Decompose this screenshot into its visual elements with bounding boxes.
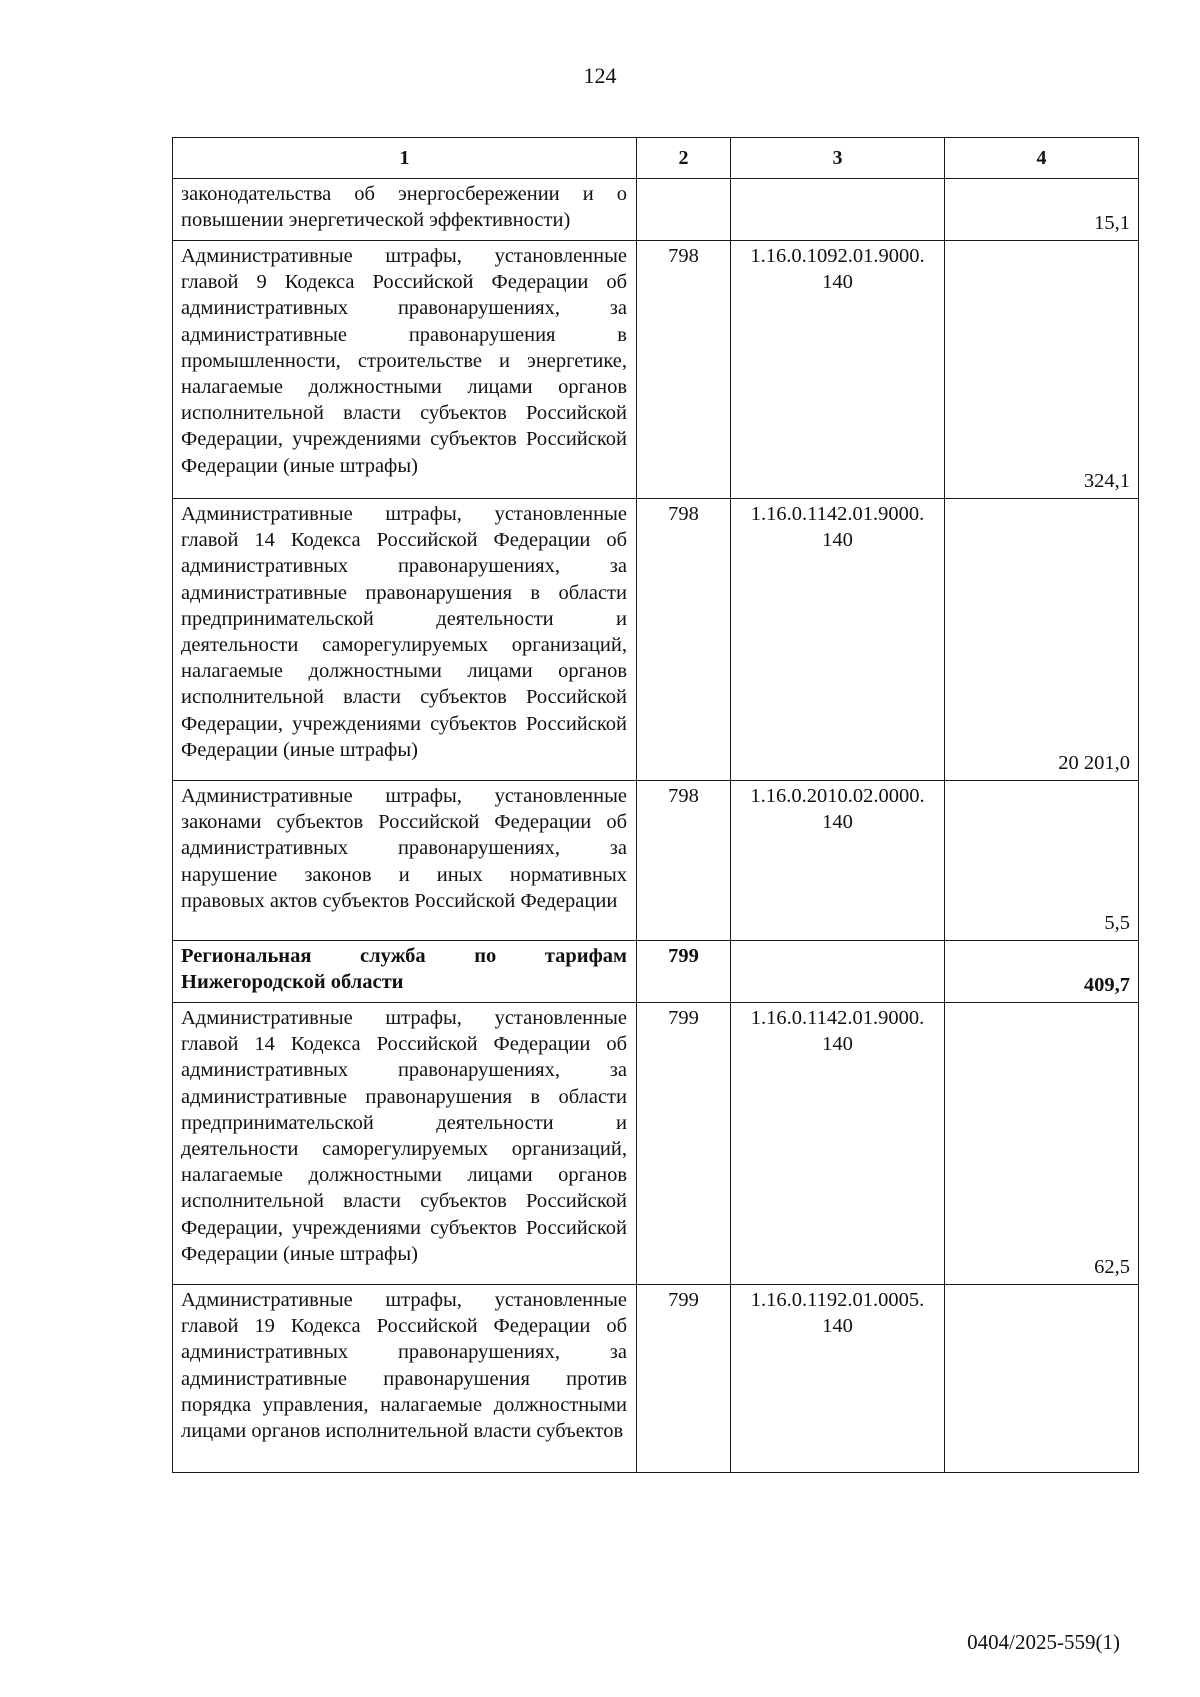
row-amount: 15,1: [945, 179, 1139, 241]
row-admin-code: 799: [637, 1285, 731, 1473]
row-description: Административные штрафы, установленные главой 14 Кодекса Российской Федерации об административных правонарушениях, за административные правонарушения в области предпринимательской деятельности и деятельности саморегулируемых организаций, налагаемые должностными лицами органов исполнительной власти субъектов Российской Федерации, учреждениями субъектов Российской Федерации (иные штрафы): [173, 499, 637, 781]
row-amount: [945, 1285, 1139, 1473]
row-admin-code: [637, 179, 731, 241]
section-total: 409,7: [945, 941, 1139, 1003]
row-description: Административные штрафы, установленные главой 19 Кодекса Российской Федерации об административных правонарушениях, за административные правонарушения против порядка управления, налагаемые должностными лицами органов исполнительной власти субъектов: [173, 1285, 637, 1473]
row-description: законодательства об энергосбережении и о повышении энергетической эффективности): [173, 179, 637, 241]
header-col-4: 4: [945, 138, 1139, 179]
page-number: 124: [583, 63, 617, 88]
row-admin-code: 799: [637, 1003, 731, 1285]
section-header-row: [173, 941, 1139, 1003]
row-budget-code: [731, 179, 945, 241]
document-registration-code: 0404/2025-559(1): [967, 1630, 1120, 1654]
row-admin-code: 798: [637, 241, 731, 499]
table-row: [173, 1003, 1139, 1285]
row-budget-code: 1.16.0.1192.01.0005. 140: [731, 1285, 945, 1473]
table-row: [173, 1285, 1139, 1473]
row-description: Административные штрафы, установленные главой 14 Кодекса Российской Федерации об административных правонарушениях, за административные правонарушения в области предпринимательской деятельности и деятельности саморегулируемых организаций, налагаемые должностными лицами органов исполнительной власти субъектов Российской Федерации, учреждениями субъектов Российской Федерации (иные штрафы): [173, 1003, 637, 1285]
row-amount: 20 201,0: [945, 499, 1139, 781]
table-row: [173, 499, 1139, 781]
budget-table: [172, 137, 1139, 1473]
row-admin-code: 799: [637, 941, 731, 1003]
section-title: Региональная служба по тарифам Нижегородской области: [173, 941, 637, 1003]
row-amount: 5,5: [945, 781, 1139, 941]
row-budget-code: 1.16.0.1142.01.9000. 140: [731, 1003, 945, 1285]
row-budget-code: [731, 941, 945, 1003]
table-row: [173, 781, 1139, 941]
header-col-3: 3: [731, 138, 945, 179]
row-budget-code: 1.16.0.1092.01.9000. 140: [731, 241, 945, 499]
row-budget-code: 1.16.0.1142.01.9000. 140: [731, 499, 945, 781]
row-description: Административные штрафы, установленные законами субъектов Российской Федерации об административных правонарушениях, за нарушение законов и иных нормативных правовых актов субъектов Российской Федерации: [173, 781, 637, 941]
table-row: [173, 241, 1139, 499]
table-row: [173, 179, 1139, 241]
row-admin-code: 798: [637, 781, 731, 941]
row-amount: 62,5: [945, 1003, 1139, 1285]
header-col-2: 2: [637, 138, 731, 179]
header-row: [173, 138, 1139, 179]
row-amount: 324,1: [945, 241, 1139, 499]
row-description: Административные штрафы, установленные главой 9 Кодекса Российской Федерации об административных правонарушениях, за административные правонарушения в промышленности, строительстве и энергетике, налагаемые должностными лицами органов исполнительной власти субъектов Российской Федерации, учреждениями субъектов Российской Федерации (иные штрафы): [173, 241, 637, 499]
header-col-1: 1: [173, 138, 637, 179]
row-admin-code: 798: [637, 499, 731, 781]
row-budget-code: 1.16.0.2010.02.0000. 140: [731, 781, 945, 941]
